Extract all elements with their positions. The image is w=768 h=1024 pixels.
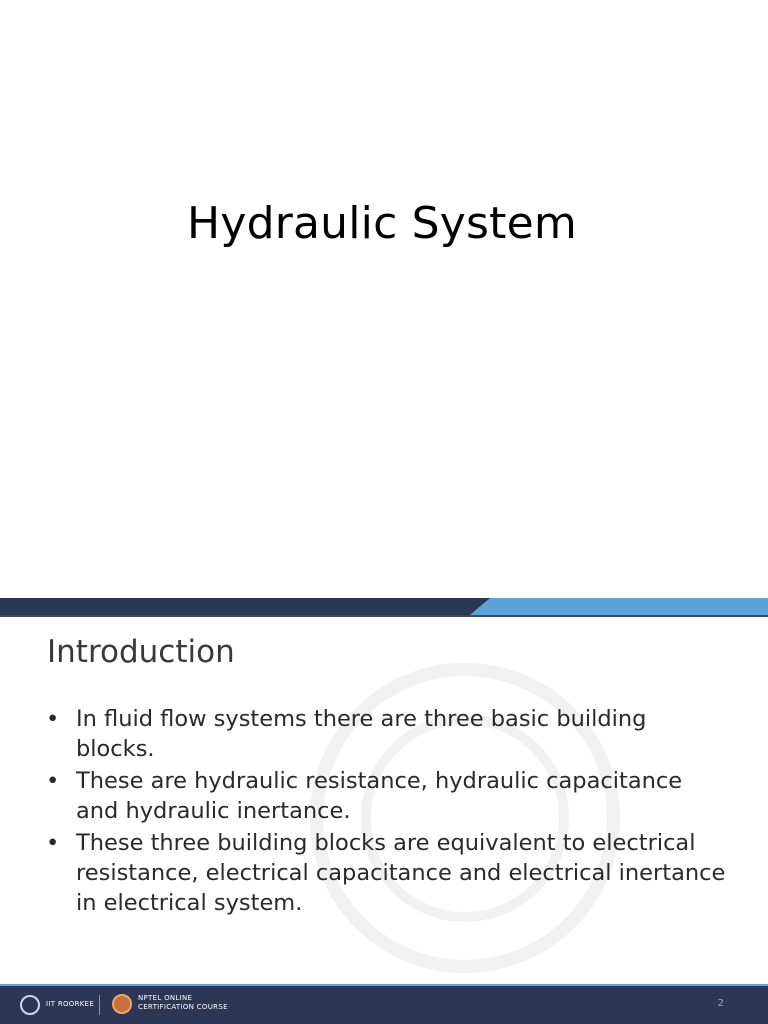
header-divider xyxy=(0,615,768,617)
bullet-icon: • xyxy=(46,706,60,732)
footer-org: IIT ROORKEE xyxy=(46,1000,95,1008)
bullet-text: These three building blocks are equivalent to electrical resistance, electrical capacitance and electrical inertance in electrical system. xyxy=(76,830,726,916)
footer-course xyxy=(138,994,228,1012)
slide-title: Hydraulic System xyxy=(187,198,577,249)
bullet-text: In fluid flow systems there are three basic building blocks. xyxy=(76,706,647,762)
bullet-list xyxy=(46,704,726,920)
slide-heading: Introduction xyxy=(47,634,235,670)
bullet-icon: • xyxy=(46,768,60,794)
iit-roorkee-logo-icon xyxy=(20,995,40,1015)
footer-bar xyxy=(0,986,768,1024)
content-slide xyxy=(0,598,768,1024)
footer-course-line1: NPTEL ONLINE xyxy=(138,994,193,1002)
nptel-logo-icon xyxy=(112,994,132,1014)
list-item xyxy=(46,828,726,918)
list-item xyxy=(46,766,726,826)
header-accent-bar xyxy=(470,598,768,615)
bullet-icon: • xyxy=(46,830,60,856)
bullet-text: These are hydraulic resistance, hydraulic capacitance and hydraulic inertance. xyxy=(76,768,683,824)
list-item xyxy=(46,704,726,764)
page-number: 2 xyxy=(717,998,724,1009)
footer-divider xyxy=(99,995,100,1015)
footer-course-line2: CERTIFICATION COURSE xyxy=(138,1003,228,1011)
